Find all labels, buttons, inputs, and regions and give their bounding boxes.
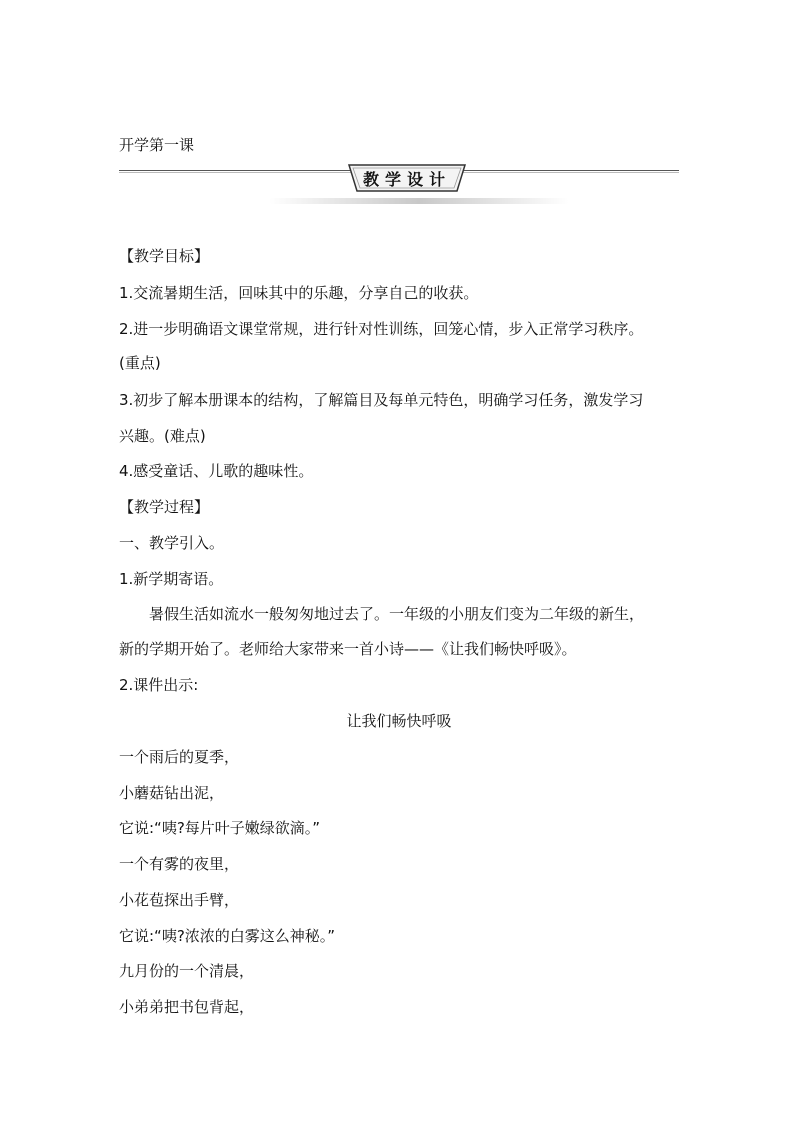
process-step-1: 一、教学引入。 — [119, 534, 225, 552]
objective-2-line-2: (重点) — [119, 354, 161, 372]
poem-line-5: 小花苞探出手臂， — [119, 891, 240, 909]
objective-3-line-2: 兴趣。(难点) — [119, 427, 206, 445]
poem-line-1: 一个雨后的夏季， — [119, 748, 240, 766]
poem-line-6: 它说:“咦?浓浓的白雾这么神秘。” — [119, 927, 336, 945]
poem-line-2: 小蘑菇钻出泥， — [119, 784, 225, 802]
objective-4: 4.感受童话、儿歌的趣味性。 — [119, 462, 314, 480]
poem-line-4: 一个有雾的夜里， — [119, 855, 240, 873]
section-banner — [119, 160, 679, 210]
lesson-title: 开学第一课 — [119, 136, 195, 154]
process-heading: 【教学过程】 — [119, 498, 210, 516]
objective-2-line-1: 2.进一步明确语文课堂常规，进行针对性训练，回笼心情，步入正常学习秩序。 — [119, 320, 644, 338]
poem-line-7: 九月份的一个清晨， — [119, 962, 255, 980]
poem-title: 让我们畅快呼吸 — [346, 712, 452, 730]
objectives-heading: 【教学目标】 — [119, 247, 210, 265]
banner-tab — [347, 163, 467, 193]
banner-label: 教学设计 — [362, 170, 451, 189]
paragraph-line-2: 新的学期开始了。老师给大家带来一首小诗——《让我们畅快呼吸》。 — [119, 640, 577, 658]
poem-line-8: 小弟弟把书包背起， — [119, 998, 255, 1016]
process-sub-1: 1.新学期寄语。 — [119, 570, 224, 588]
objective-3-line-1: 3.初步了解本册课本的结构，了解篇目及每单元特色，明确学习任务，激发学习 — [119, 391, 644, 409]
paragraph-line-1: 暑假生活如流水一般匆匆地过去了。一年级的小朋友们变为二年级的新生， — [149, 605, 645, 623]
poem-line-3: 它说:“咦?每片叶子嫩绿欲滴。” — [119, 819, 321, 837]
objective-1: 1.交流暑期生活，回味其中的乐趣，分享自己的收获。 — [119, 284, 479, 302]
banner-underglow — [269, 198, 569, 204]
process-sub-2: 2.课件出示: — [119, 676, 199, 694]
